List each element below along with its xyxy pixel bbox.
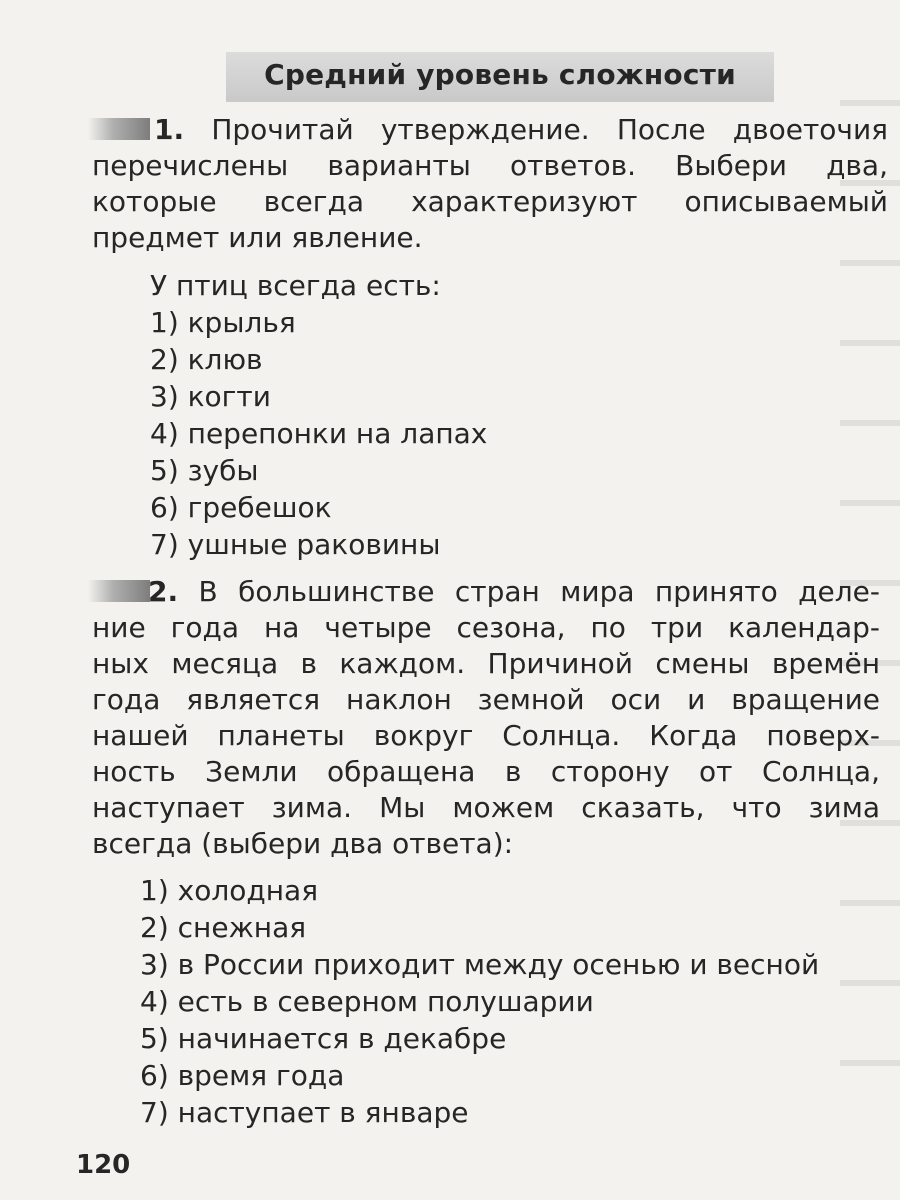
section-heading: Средний уровень сложности [264, 58, 736, 91]
task-2-line: всегда (выбери два ответа): [92, 827, 514, 860]
option-item: 4) перепонки на лапах [150, 417, 488, 450]
option-item: 3) когти [150, 380, 271, 413]
option-item: 2) клюв [150, 343, 263, 376]
task-2-line: наступает зима. Мы можем сказать, что зима [92, 791, 880, 824]
task-2-line: 2. В большинстве стран мира принято деле- [148, 575, 880, 608]
task-2-number: 2. [148, 575, 179, 608]
option-item: 5) зубы [150, 454, 259, 487]
task-1-options [150, 304, 487, 563]
option-item: 7) наступает в январе [140, 1096, 469, 1129]
task-2-line: нашей планеты вокруг Солнца. Когда поверх- [92, 719, 880, 752]
task-1-text [92, 112, 888, 256]
option-item: 7) ушные раковины [150, 528, 441, 561]
task-2-line: ние года на четыре сезона, по три календар- [92, 611, 880, 644]
option-item: 4) есть в северном полушарии [140, 985, 594, 1018]
option-item: 2) снежная [140, 911, 307, 944]
task-2-line: ность Земли обращена в сторону от Солнца, [92, 755, 880, 788]
task-1-intro: У птиц всегда есть: [150, 269, 441, 302]
option-item: 5) начинается в декабре [140, 1022, 507, 1055]
task-1-line: перечислены варианты ответов. Выбери два, [92, 149, 888, 182]
task-2-line: ных месяца в каждом. Причиной смены времён [92, 647, 880, 680]
option-item: 6) гребешок [150, 491, 332, 524]
task-2-options [140, 872, 819, 1131]
option-item: 3) в России приходит между осенью и весной [140, 948, 820, 981]
task-1-line: 1. Прочитай утверждение. После двоеточия [154, 113, 888, 146]
task-2-text [92, 574, 880, 862]
option-item: 1) крылья [150, 306, 296, 339]
page-number: 120 [76, 1150, 131, 1180]
task-1-line: предмет или явление. [92, 221, 423, 254]
task-2-line: года является наклон земной оси и вращение [92, 683, 880, 716]
option-item: 1) холодная [140, 874, 319, 907]
option-item: 6) время года [140, 1059, 345, 1092]
task-1-number: 1. [154, 113, 185, 146]
task-1-line: которые всегда характеризуют описываемый [92, 185, 888, 218]
